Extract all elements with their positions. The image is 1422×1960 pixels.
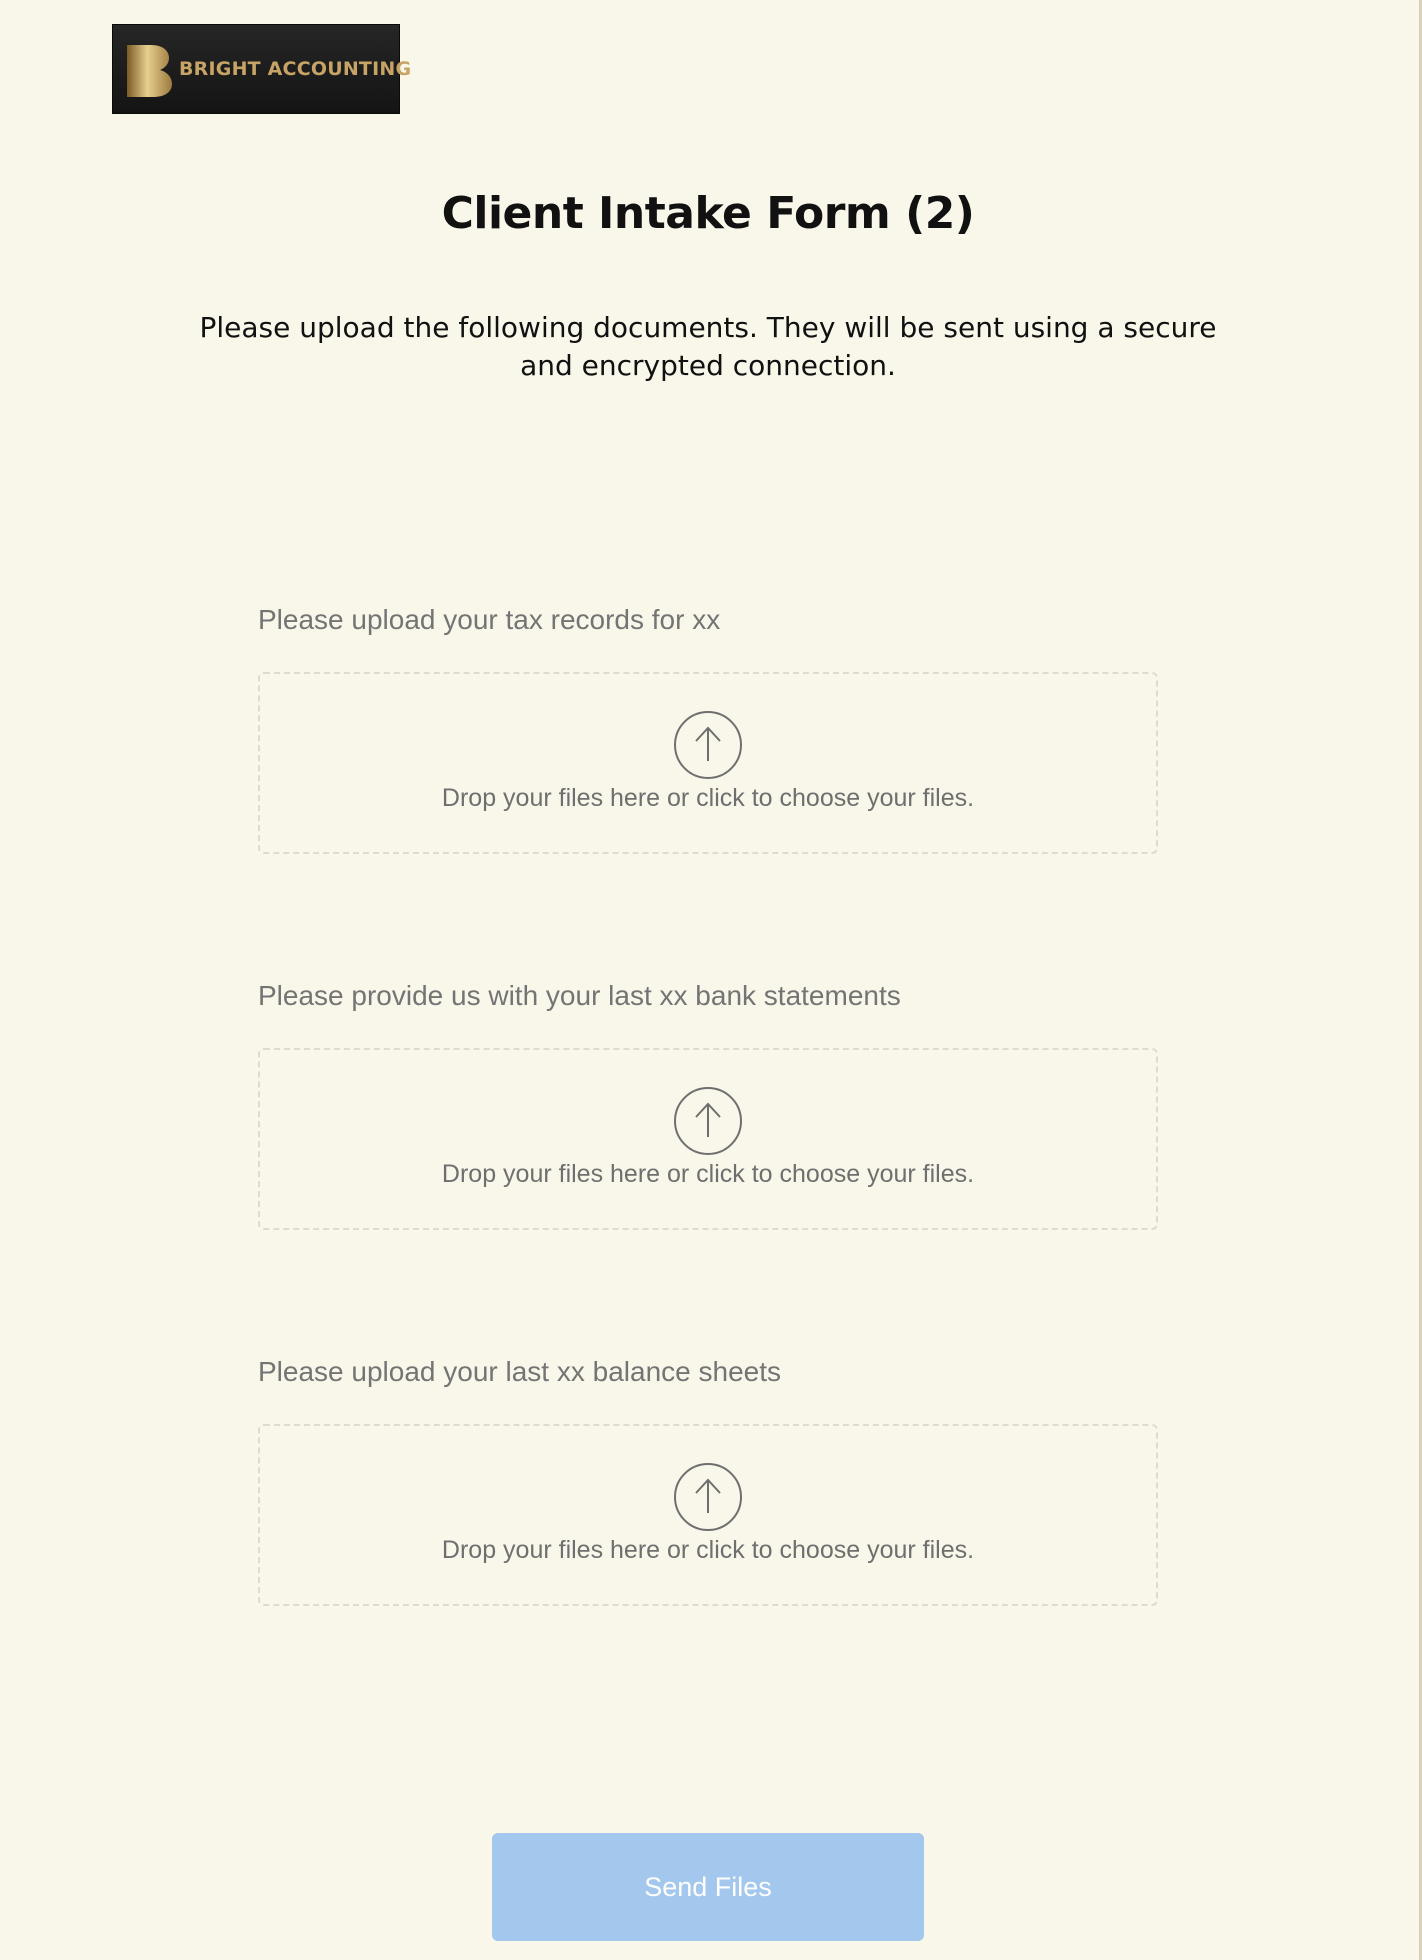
dropzone-instructions: Drop your files here or click to choose your files. (441, 1160, 975, 1188)
intro-text: Please upload the following documents. They will be sent using a secure and encrypted connection. (199, 311, 1217, 382)
question-label-tax-records: Please upload your tax records for xx (258, 604, 721, 635)
upload-arrow-icon (674, 711, 742, 779)
dropzone-balance-sheets[interactable] (258, 1424, 1158, 1606)
upload-arrow-icon (674, 1463, 742, 1531)
logo-b-icon (125, 43, 177, 99)
brand-logo (112, 24, 412, 114)
dropzone-tax-records[interactable] (258, 672, 1158, 854)
dropzone-instructions: Drop your files here or click to choose your files. (441, 1536, 975, 1564)
dropzone-bank-statements[interactable] (258, 1048, 1158, 1230)
page-title: Client Intake Form (2) (441, 188, 975, 239)
question-label-bank-statements: Please provide us with your last xx bank statements (258, 980, 901, 1011)
question-label-balance-sheets: Please upload your last xx balance sheets (258, 1356, 781, 1387)
send-files-button[interactable]: Send Files (492, 1833, 924, 1941)
logo-text: BRIGHT ACCOUNTING (179, 58, 412, 80)
upload-arrow-icon (674, 1087, 742, 1155)
dropzone-instructions: Drop your files here or click to choose your files. (441, 784, 975, 812)
